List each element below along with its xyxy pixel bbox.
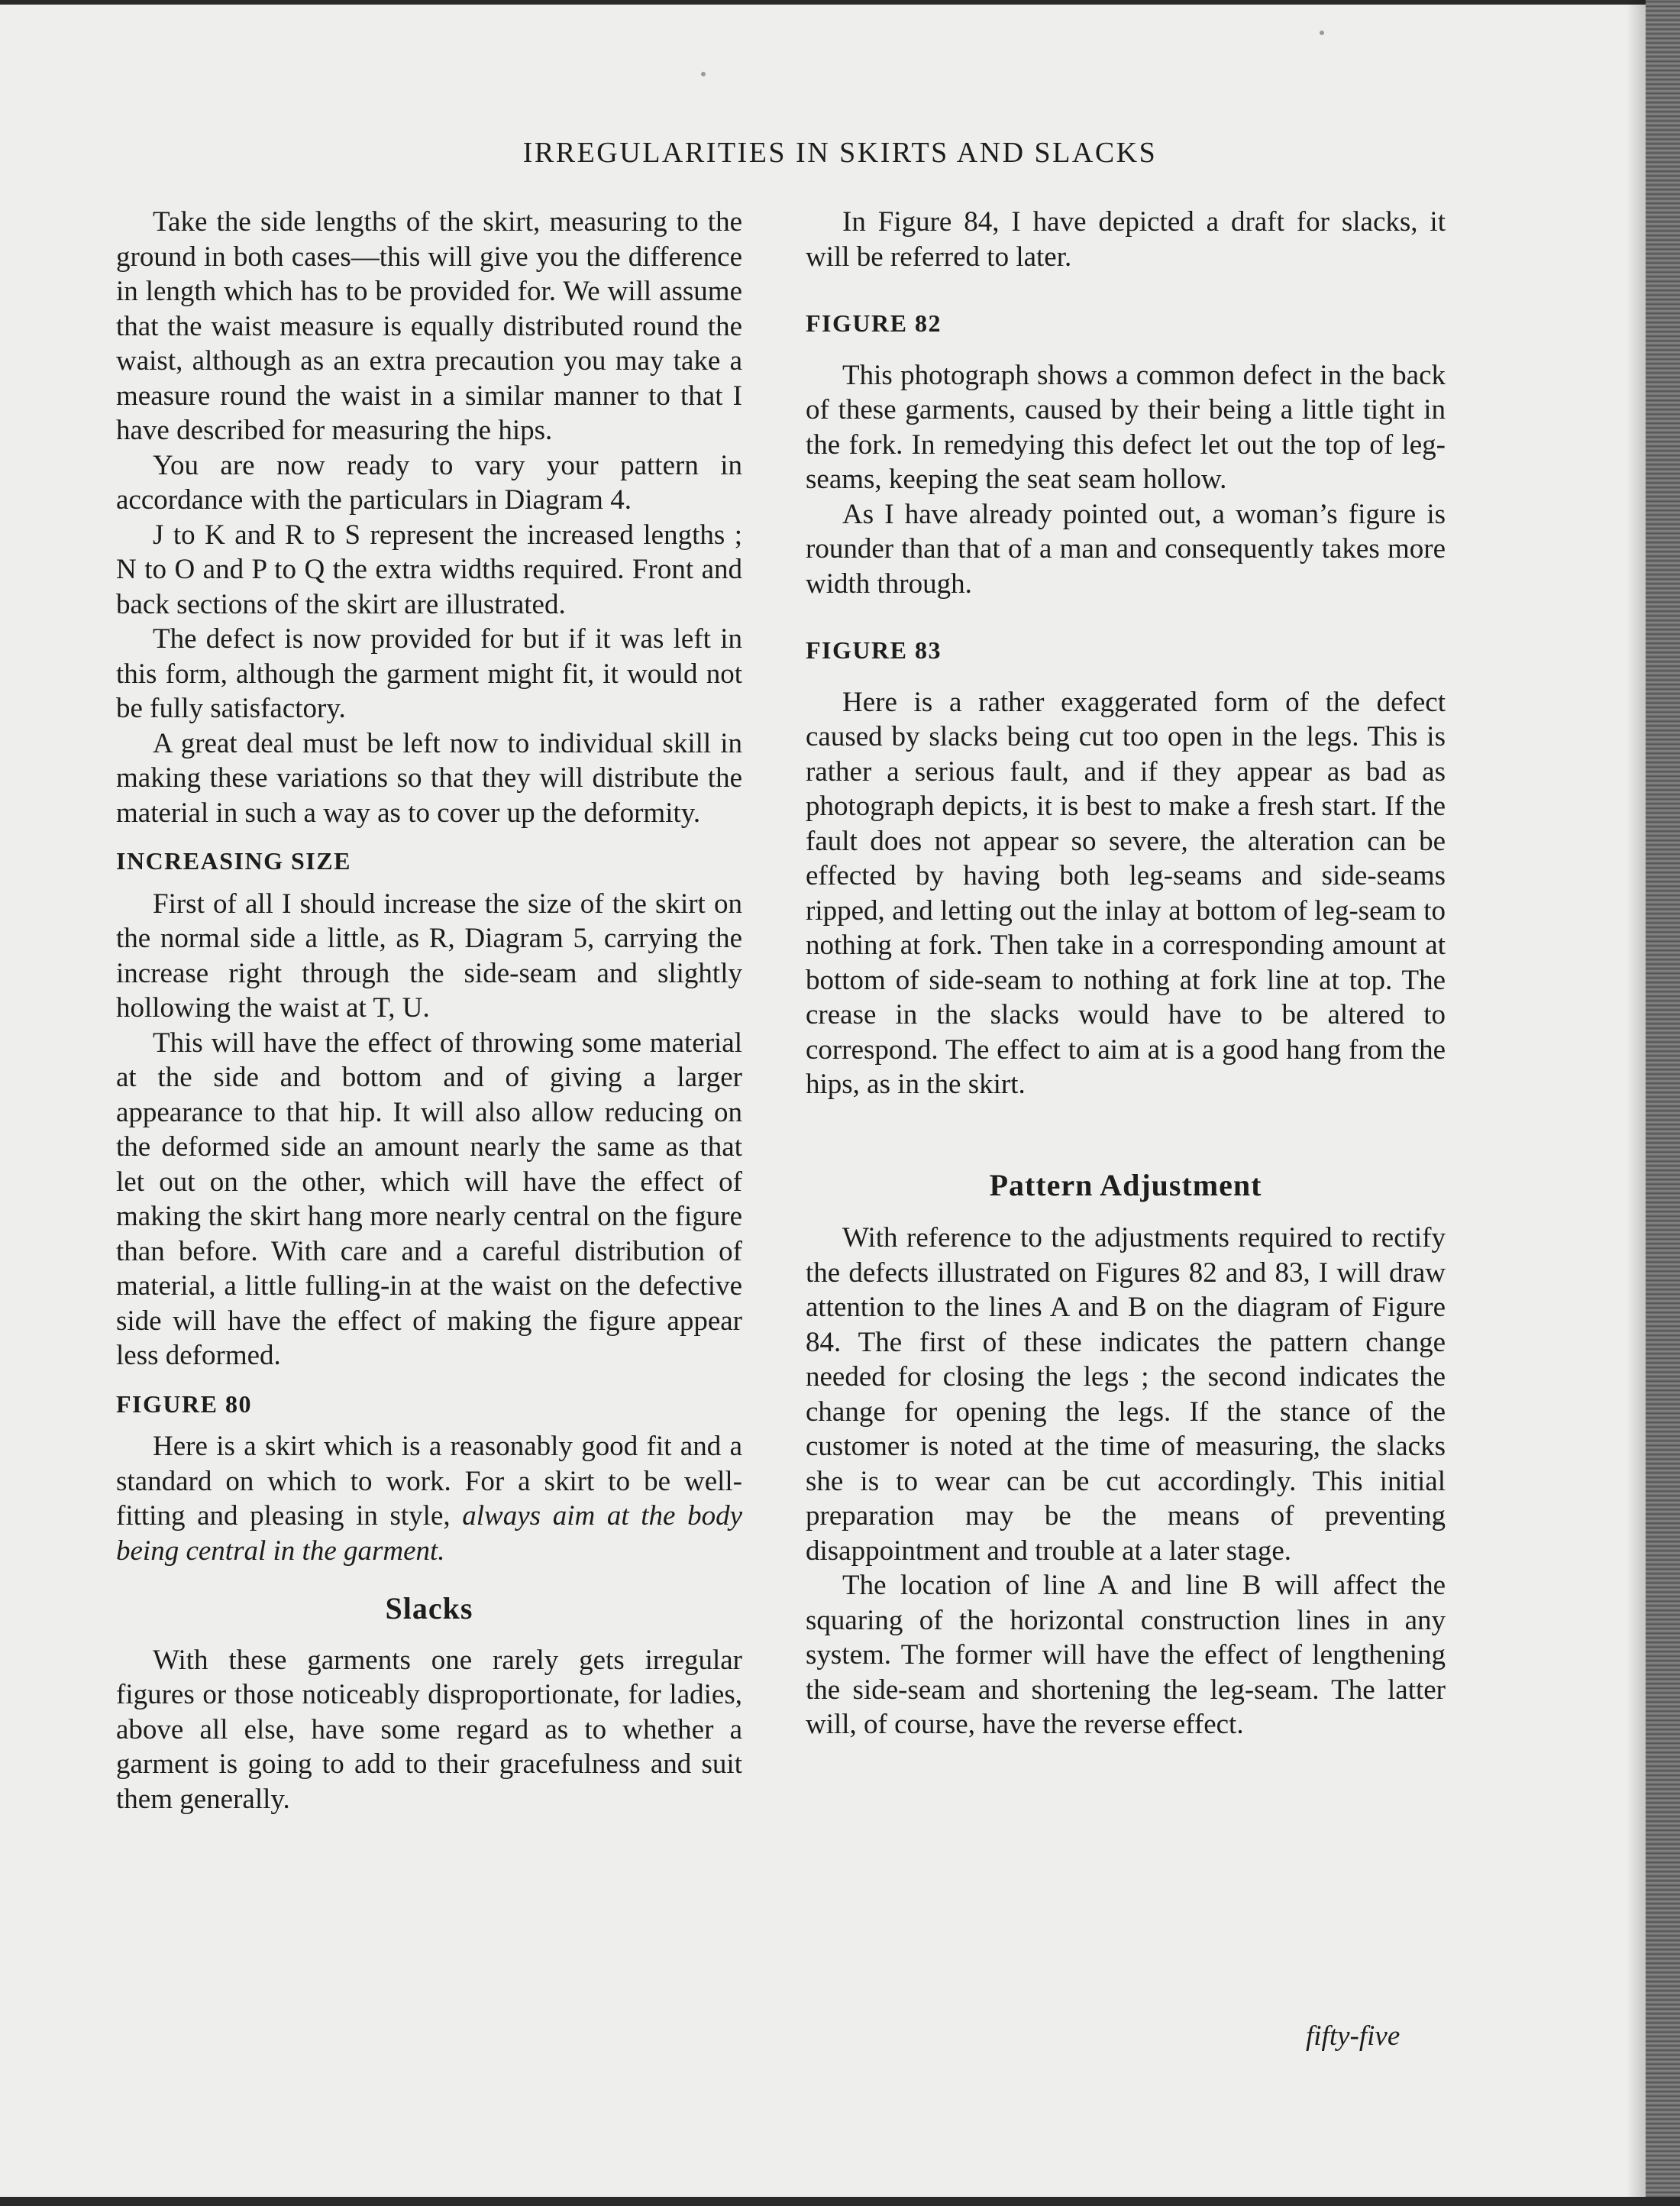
left-column <box>116 205 742 1816</box>
section-title-pattern-adjustment: Pattern Adjustment <box>989 1167 1262 1202</box>
paragraph: Take the side lengths of the skirt, measuring to the ground in both cases—this will give you the difference in length which has to be provided for. We will assume that the waist measure is equally distributed round the waist, although as an extra precaution you may take a measure round the waist in a similar manner to that I have described for measuring the hips. <box>116 206 742 446</box>
subheading-figure-83: FIGURE 83 <box>806 636 942 664</box>
paragraph-text: Here is a skirt which is a reasonably good fit and a standard on which to work. For a skirt to be well-fitting and pleasing in style, <box>116 1431 742 1532</box>
paragraph: With these garments one rarely gets irregular figures or those noticeably disproportionate, for ladies, above all else, have some regard as to whether a garment is going to add to their gracefulness and suit them generally. <box>116 1644 742 1815</box>
paragraph: This photograph shows a common defect in the back of these garments, caused by their being a little tight in the fork. In remedying this defect let out the top of leg-seams, keeping the seat seam hollow. <box>806 359 1446 495</box>
paper-speck <box>701 72 706 76</box>
emphasized-text: always aim at the body being central in the garment. <box>116 1500 743 1567</box>
paragraph: First of all I should increase the size of the skirt on the normal side a little, as R, Diagram 5, carrying the increase right through the side-seam and slightly hollowing the waist at T, U. <box>116 888 742 1024</box>
paragraph: A great deal must be left now to individual skill in making these variations so that they will distribute the material in such a way as to cover up the deformity. <box>116 727 742 829</box>
paragraph: J to K and R to S represent the increased lengths ; N to O and P to Q the extra widths required. Front and back sections of the skirt are illustrated. <box>116 519 742 620</box>
paragraph <box>116 1429 742 1568</box>
scan-edge-top <box>0 0 1680 5</box>
paper-speck <box>1320 31 1324 35</box>
section-title-slacks: Slacks <box>385 1591 473 1625</box>
paragraph: In Figure 84, I have depicted a draft for slacks, it will be referred to later. <box>806 206 1446 273</box>
book-binding-edge <box>1646 0 1680 2206</box>
subheading-figure-80: FIGURE 80 <box>116 1389 252 1418</box>
paragraph: As I have already pointed out, a woman’s figure is rounder than that of a man and consequently takes more width through. <box>806 498 1446 600</box>
right-column <box>806 205 1446 1742</box>
page-number: fifty-five <box>1306 2020 1401 2052</box>
paragraph: The defect is now provided for but if it was left in this form, although the garment might fit, it would not be fully satisfactory. <box>116 623 742 724</box>
paragraph: You are now ready to vary your pattern in accordance with the particulars in Diagram 4. <box>116 449 742 516</box>
binding-shadow <box>1627 0 1646 2206</box>
subheading-increasing-size: INCREASING SIZE <box>116 847 351 875</box>
paragraph: This will have the effect of throwing some material at the side and bottom and of giving a larger appearance to that hip. It will also allow reducing on the deformed side an amount nearly the same as that let out on the other, which will have the effect of making the skirt hang more nearly central on the figure than before. With care and a careful distribution of material, a little fulling-in at the waist on the defective side will have the effect of making the figure appear less deformed. <box>116 1027 742 1371</box>
running-head: IRREGULARITIES IN SKIRTS AND SLACKS <box>522 137 1158 169</box>
scan-edge-bottom <box>0 2197 1680 2206</box>
subheading-figure-82: FIGURE 82 <box>806 309 942 337</box>
paragraph: The location of line A and line B will affect the squaring of the horizontal construction lines in any system. The former will have the effect of lengthening the side-seam and shortening the leg-seam. The latter will, of course, have the reverse effect. <box>806 1570 1446 1740</box>
paragraph: Here is a rather exaggerated form of the defect caused by slacks being cut too open in the legs. This is rather a serious fault, and if they appear as bad as photograph depicts, it is best to make a fresh start. If the fault does not appear so severe, the alteration can be effected by having both leg-seams and side-seams ripped, and letting out the inlay at bottom of leg-seam to nothing at fork. Then take in a corresponding amount at bottom of side-seam to nothing at fork line at top. The crease in the slacks would have to be altered to correspond. The effect to aim at is a good hang from the hips, as in the skirt. <box>806 686 1446 1100</box>
paragraph: With reference to the adjustments required to rectify the defects illustrated on Figures 82 and 83, I will draw attention to the lines A and B on the diagram of Figure 84. The first of these indicates the pattern change needed for closing the legs ; the second indicates the change for opening the legs. If the stance of the customer is noted at the time of measuring, the slacks she is to wear can be cut accordingly. This initial preparation may be the means of preventing disappointment and trouble at a later stage. <box>806 1222 1446 1567</box>
